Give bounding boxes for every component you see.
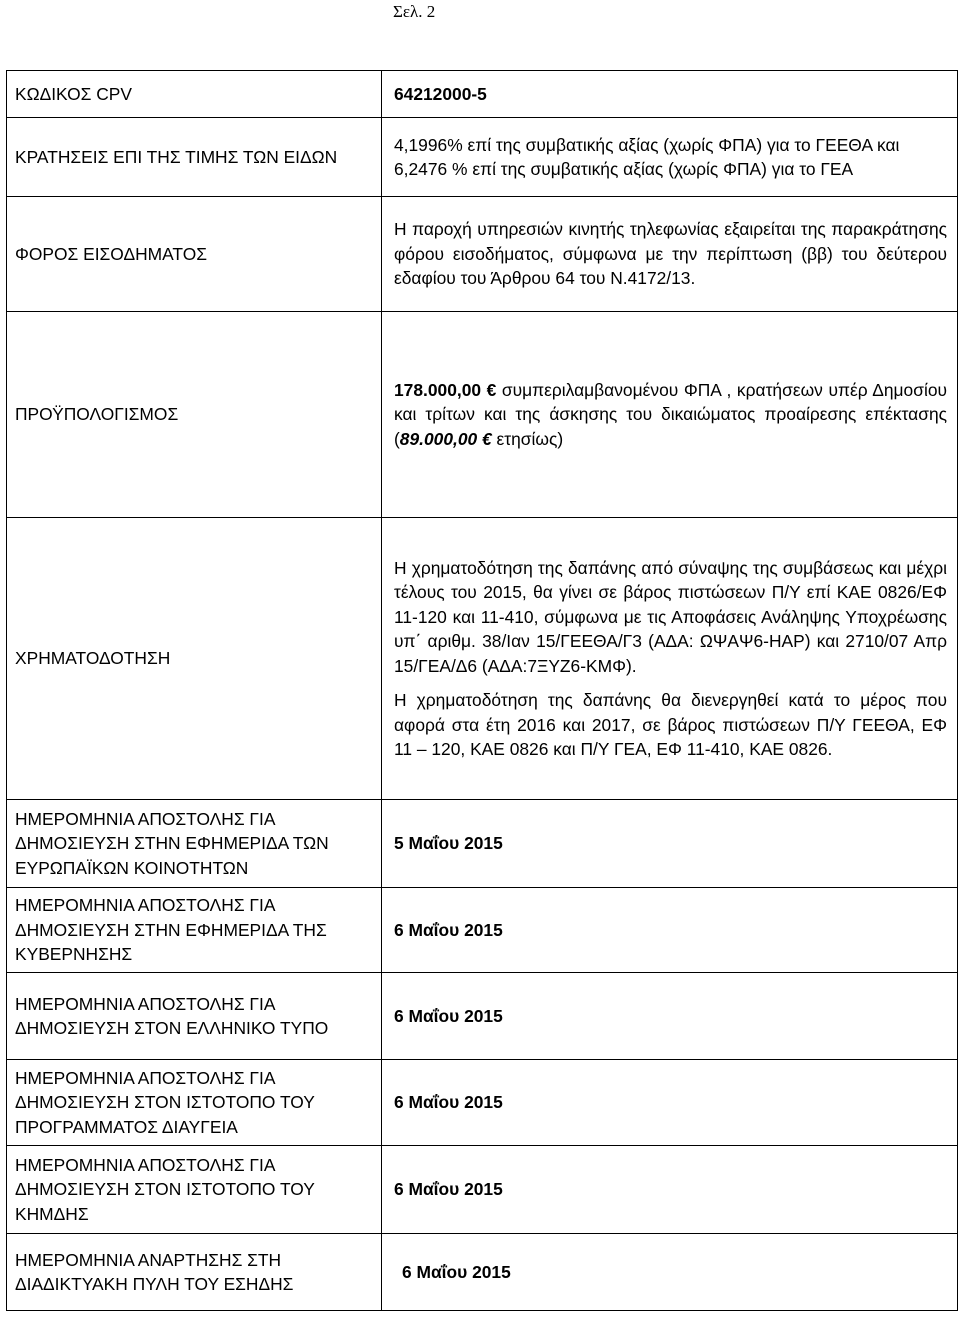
- date-label: ΗΜΕΡΟΜΗΝΙΑ ΑΠΟΣΤΟΛΗΣ ΓΙΑ ΔΗΜΟΣΙΕΥΣΗ ΣΤΗΝ ΕΦΗΜΕΡΙΔΑ ΤΩΝ ΕΥΡΩΠΑΪΚΩΝ ΚΟΙΝΟΤΗΤΩΝ: [7, 800, 382, 888]
- income-tax-value: Η παροχή υπηρεσιών κινητής τηλεφωνίας εξαιρείται της παρακράτησης φόρου εισοδήματος, σύμφωνα με την περίπτωση (ββ) του δεύτερου εδαφίου του Άρθρου 64 του Ν.4172/13.: [382, 197, 958, 312]
- date-row: [7, 1234, 958, 1311]
- date-label: ΗΜΕΡΟΜΗΝΙΑ ΑΝΑΡΤΗΣΗΣ ΣΤΗ ΔΙΑΔΙΚΤΥΑΚΗ ΠΥΛΗ ΤΟΥ ΕΣΗΔΗΣ: [7, 1234, 382, 1311]
- budget-label: ΠΡΟΫΠΟΛΟΓΙΣΜΟΣ: [7, 312, 382, 518]
- date-label: ΗΜΕΡΟΜΗΝΙΑ ΑΠΟΣΤΟΛΗΣ ΓΙΑ ΔΗΜΟΣΙΕΥΣΗ ΣΤΗΝ ΕΦΗΜΕΡΙΔΑ ΤΗΣ ΚΥΒΕΡΝΗΣΗΣ: [7, 888, 382, 973]
- date-label: ΗΜΕΡΟΜΗΝΙΑ ΑΠΟΣΤΟΛΗΣ ΓΙΑ ΔΗΜΟΣΙΕΥΣΗ ΣΤΟΝ ΕΛΛΗΝΙΚΟ ΤΥΠΟ: [7, 973, 382, 1060]
- budget-annual-amount: 89.000,00 €: [399, 428, 492, 449]
- withholdings-value: 4,1996% επί της συμβατικής αξίας (χωρίς ΦΠΑ) για το ΓΕΕΘΑ και 6,2476 % επί της συμβατικής αξίας (χωρίς ΦΠΑ) για το ΓΕΑ: [382, 118, 958, 197]
- date-value: 6 Μαΐου 2015: [382, 1234, 958, 1311]
- budget-value: [382, 312, 958, 518]
- date-value: 6 Μαΐου 2015: [382, 1146, 958, 1234]
- date-label: ΗΜΕΡΟΜΗΝΙΑ ΑΠΟΣΤΟΛΗΣ ΓΙΑ ΔΗΜΟΣΙΕΥΣΗ ΣΤΟΝ ΙΣΤΟΤΟΠΟ ΤΟΥ ΠΡΟΓΡΑΜΜΑΤΟΣ ΔΙΑΥΓΕΙΑ: [7, 1060, 382, 1146]
- tender-details-table: [6, 70, 958, 1311]
- budget-amount: 178.000,00 €: [394, 379, 497, 400]
- budget-row: [7, 312, 958, 518]
- date-value: 5 Μαΐου 2015: [382, 800, 958, 888]
- income-tax-row: [7, 197, 958, 312]
- page-number: Σελ. 2: [393, 2, 436, 21]
- financing-paragraph-2: Η χρηματοδότηση της δαπάνης θα διενεργηθεί κατά το μέρος που αφορά στα έτη 2016 και 2017, σε βάρος πιστώσεων Π/Υ ΓΕΕΘΑ, ΕΦ 11 – 120, ΚΑΕ 0826 και Π/Υ ΓΕΑ, ΕΦ 11-410, ΚΑΕ 0826.: [394, 690, 947, 759]
- date-row: [7, 800, 958, 888]
- date-row: [7, 1060, 958, 1146]
- date-row: [7, 1146, 958, 1234]
- date-row: [7, 888, 958, 973]
- withholdings-label: ΚΡΑΤΗΣΕΙΣ ΕΠΙ ΤΗΣ ΤΙΜΗΣ ΤΩΝ ΕΙΔΩΝ: [7, 118, 382, 197]
- cpv-value: 64212000-5: [382, 71, 958, 118]
- cpv-row: [7, 71, 958, 118]
- date-value: 6 Μαΐου 2015: [382, 973, 958, 1060]
- financing-value: [382, 518, 958, 800]
- budget-text: συμπεριλαμβανομένου ΦΠΑ , κρατήσεων υπέρ Δημοσίου και τρίτων και της άσκησης του δικαιώματος προαίρεσης επέκτασης (: [394, 379, 947, 449]
- date-row: [7, 973, 958, 1060]
- withholdings-row: [7, 118, 958, 197]
- date-value: 6 Μαΐου 2015: [382, 888, 958, 973]
- financing-row: [7, 518, 958, 800]
- income-tax-label: ΦΟΡΟΣ ΕΙΣΟΔΗΜΑΤΟΣ: [7, 197, 382, 312]
- date-value: 6 Μαΐου 2015: [382, 1060, 958, 1146]
- cpv-label: ΚΩΔΙΚΟΣ CPV: [7, 71, 382, 118]
- date-label: ΗΜΕΡΟΜΗΝΙΑ ΑΠΟΣΤΟΛΗΣ ΓΙΑ ΔΗΜΟΣΙΕΥΣΗ ΣΤΟΝ ΙΣΤΟΤΟΠΟ ΤΟΥ ΚΗΜΔΗΣ: [7, 1146, 382, 1234]
- financing-paragraph-1: Η χρηματοδότηση της δαπάνης από σύναψης της συμβάσεως και μέχρι τέλους του 2015, θα γίνει σε βάρος πιστώσεων Π/Υ επί ΚΑΕ 0826/ΕΦ 11-120 και 11-410, σύμφωνα με τις Αποφάσεις Ανάληψης Υποχρέωσης υπ΄ αριθμ. 38/Ιαν 15/ΓΕΕΘΑ/Γ3 (ΑΔΑ: ΩΨΑΨ6-ΗΑΡ) και 2710/07 Απρ 15/ΓΕΑ/Δ6 (ΑΔΑ:7ΞΥΖ6-ΚΜΦ).: [394, 557, 947, 676]
- budget-annual-text: ετησίως): [491, 428, 564, 449]
- financing-label: ΧΡΗΜΑΤΟΔΟΤΗΣΗ: [7, 518, 382, 800]
